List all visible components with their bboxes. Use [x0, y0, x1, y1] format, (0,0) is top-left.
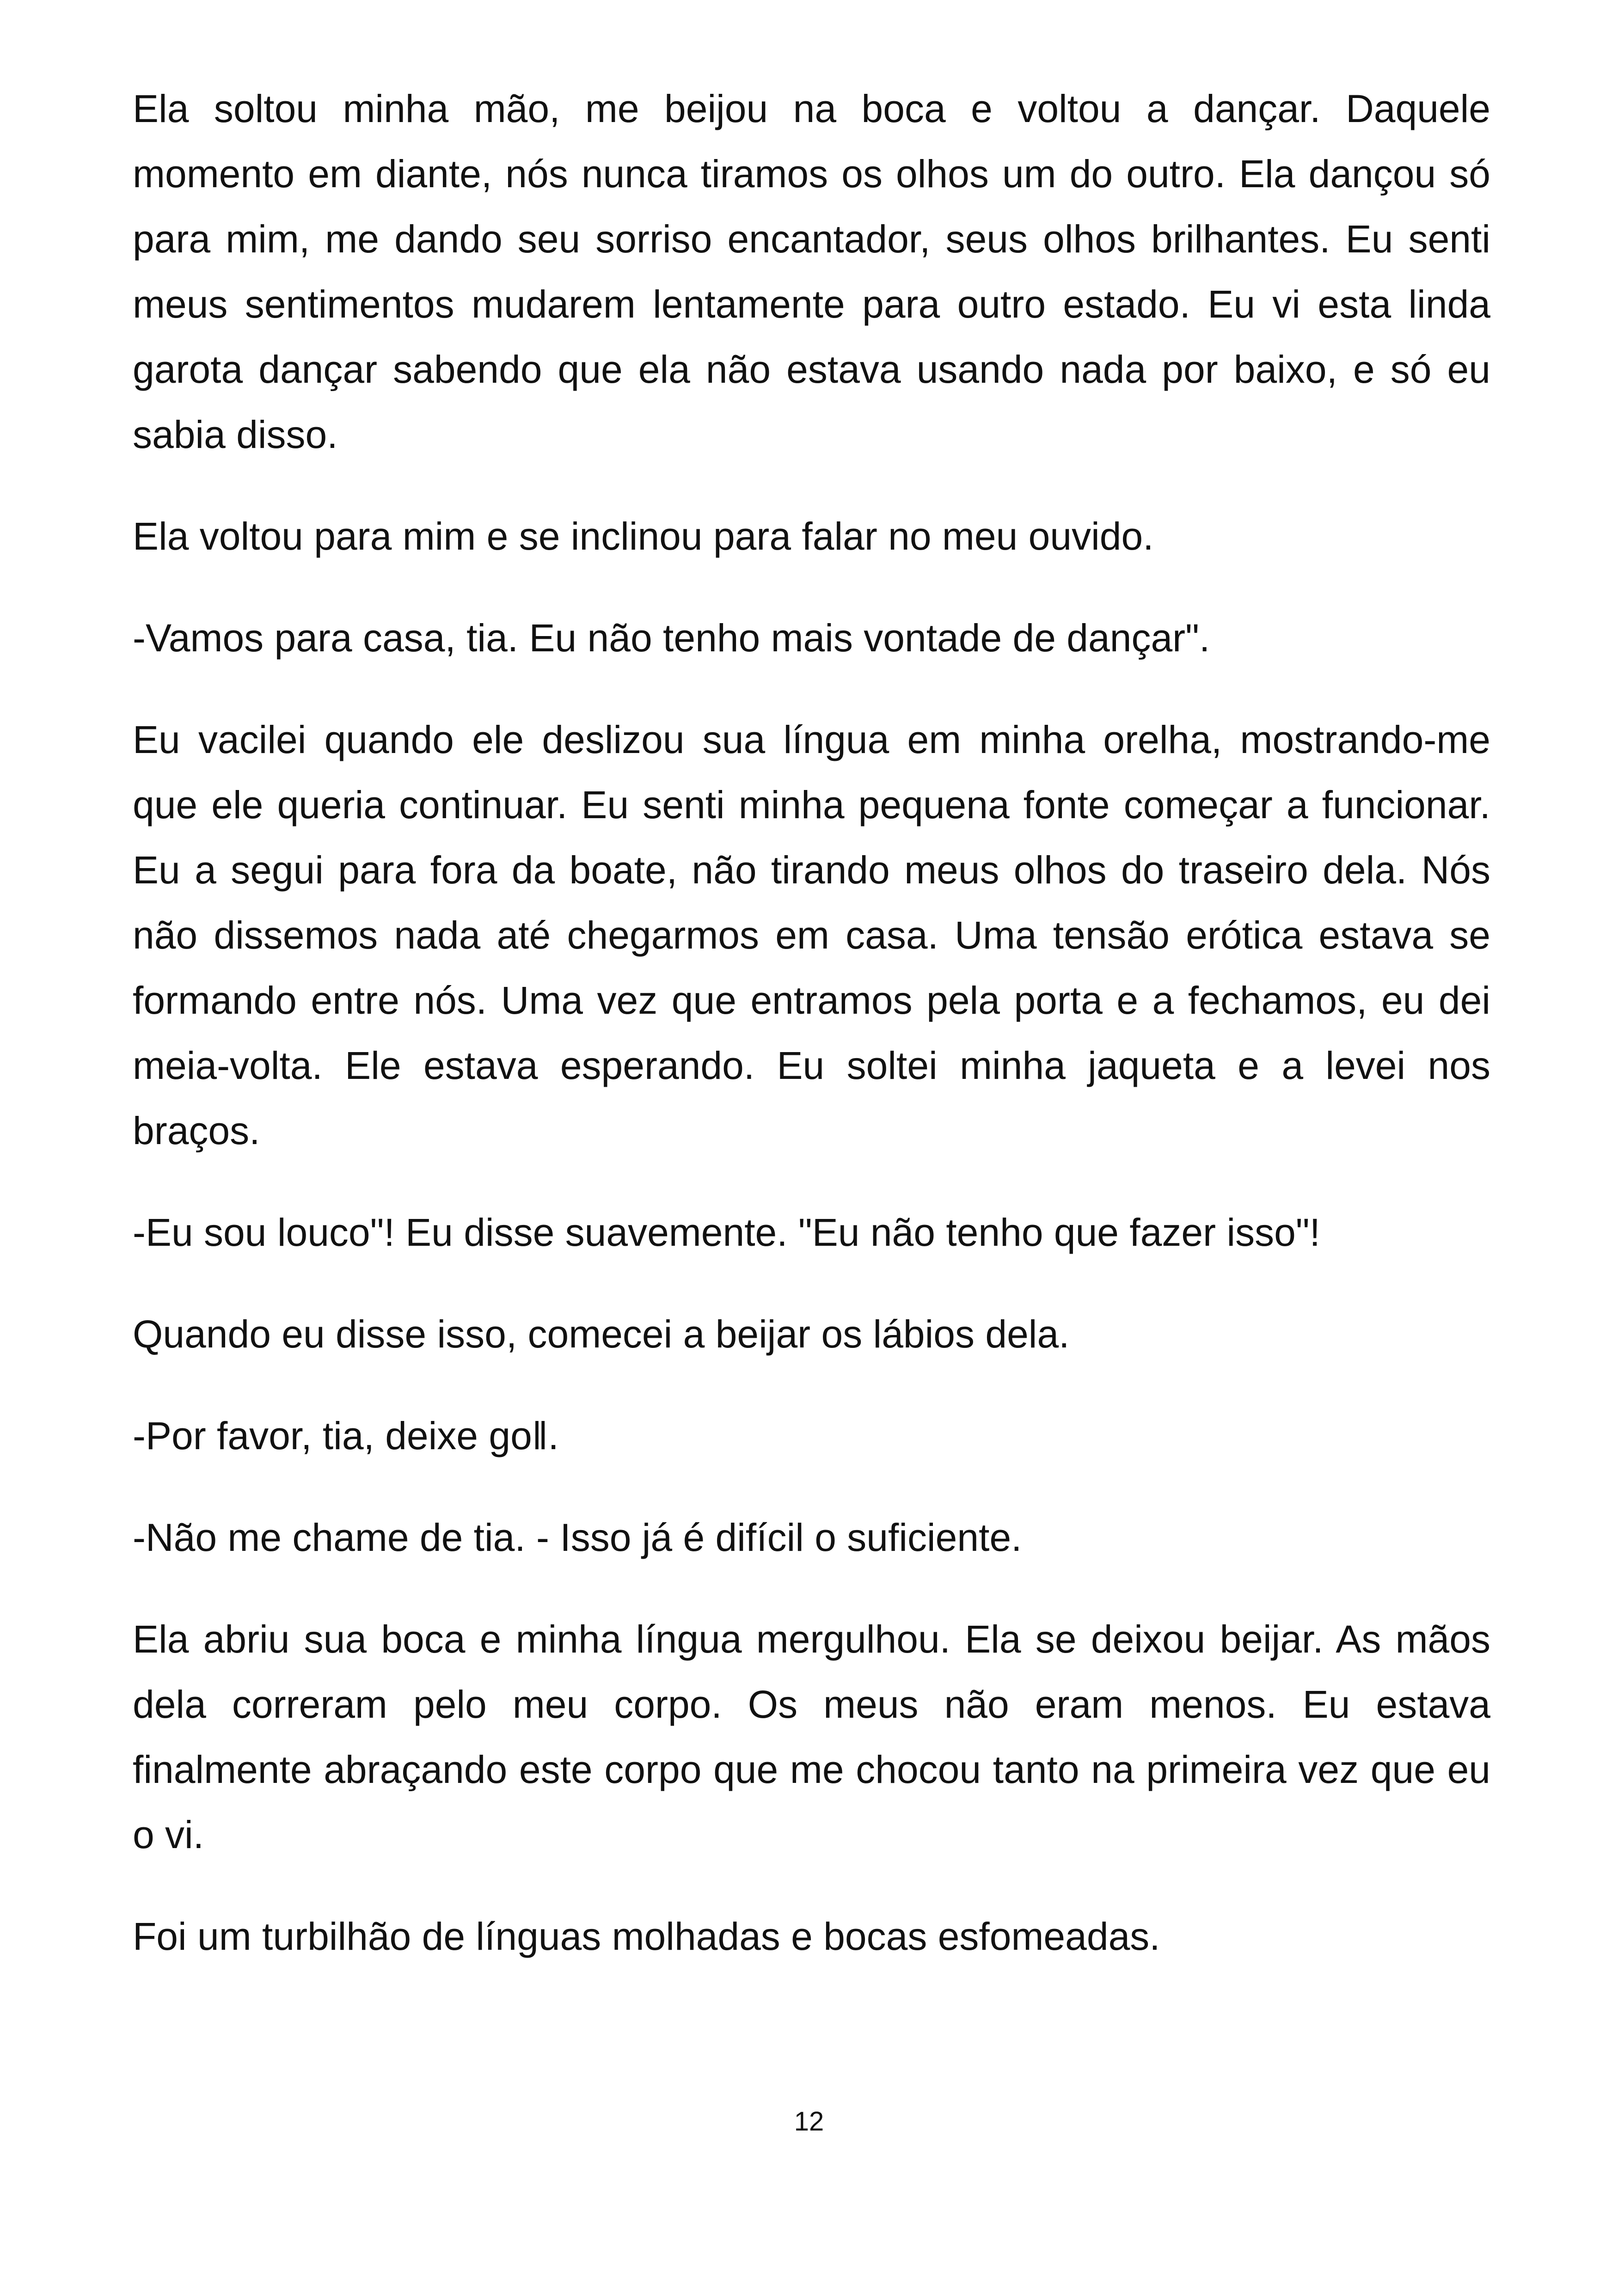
paragraph-2: Ela voltou para mim e se inclinou para falar no meu ouvido.: [133, 514, 1154, 558]
paragraph-5: -Eu sou louco"! Eu disse suavemente. "Eu não tenho que fazer isso"!: [133, 1211, 1320, 1254]
paragraph-1: Ela soltou minha mão, me beijou na boca e voltou a dançar. Daquele momento em diante, nós nunca tiramos os olhos um do outro. Ela dançou só para mim, me dando seu sorriso encantador, seus olhos brilhantes. Eu senti meus sentimentos mudarem lentamente para outro estado. Eu vi esta linda garota dançar sabendo que ela não estava usando nada por baixo, e só eu sabia disso.: [133, 87, 1490, 456]
page-number: 12: [794, 2106, 824, 2137]
paragraph-8: -Não me chame de tia. - Isso já é difícil o suficiente.: [133, 1516, 1022, 1559]
paragraph-9: Ela abriu sua boca e minha língua mergulhou. Ela se deixou beijar. As mãos dela correram pelo meu corpo. Os meus não eram menos. Eu estava finalmente abraçando este corpo que me chocou tanto na primeira vez que eu o vi.: [133, 1617, 1490, 1856]
paragraph-10: Foi um turbilhão de línguas molhadas e bocas esfomeadas.: [133, 1915, 1160, 1958]
paragraph-3: -Vamos para casa, tia. Eu não tenho mais vontade de dançar".: [133, 616, 1210, 660]
paragraph-7: -Por favor, tia, deixe go‖.: [133, 1414, 559, 1457]
body-text: [133, 76, 1490, 2006]
paragraph-4: Eu vacilei quando ele deslizou sua língua em minha orelha, mostrando-me que ele queria continuar. Eu senti minha pequena fonte começar a funcionar. Eu a segui para fora da boate, não tirando meus olhos do traseiro dela. Nós não dissemos nada até chegarmos em casa. Uma tensão erótica estava se formando entre nós. Uma vez que entramos pela porta e a fechamos, eu dei meia-volta. Ele estava esperando. Eu soltei minha jaqueta e a levei nos braços.: [133, 718, 1490, 1152]
paragraph-6: Quando eu disse isso, comecei a beijar os lábios dela.: [133, 1312, 1070, 1356]
